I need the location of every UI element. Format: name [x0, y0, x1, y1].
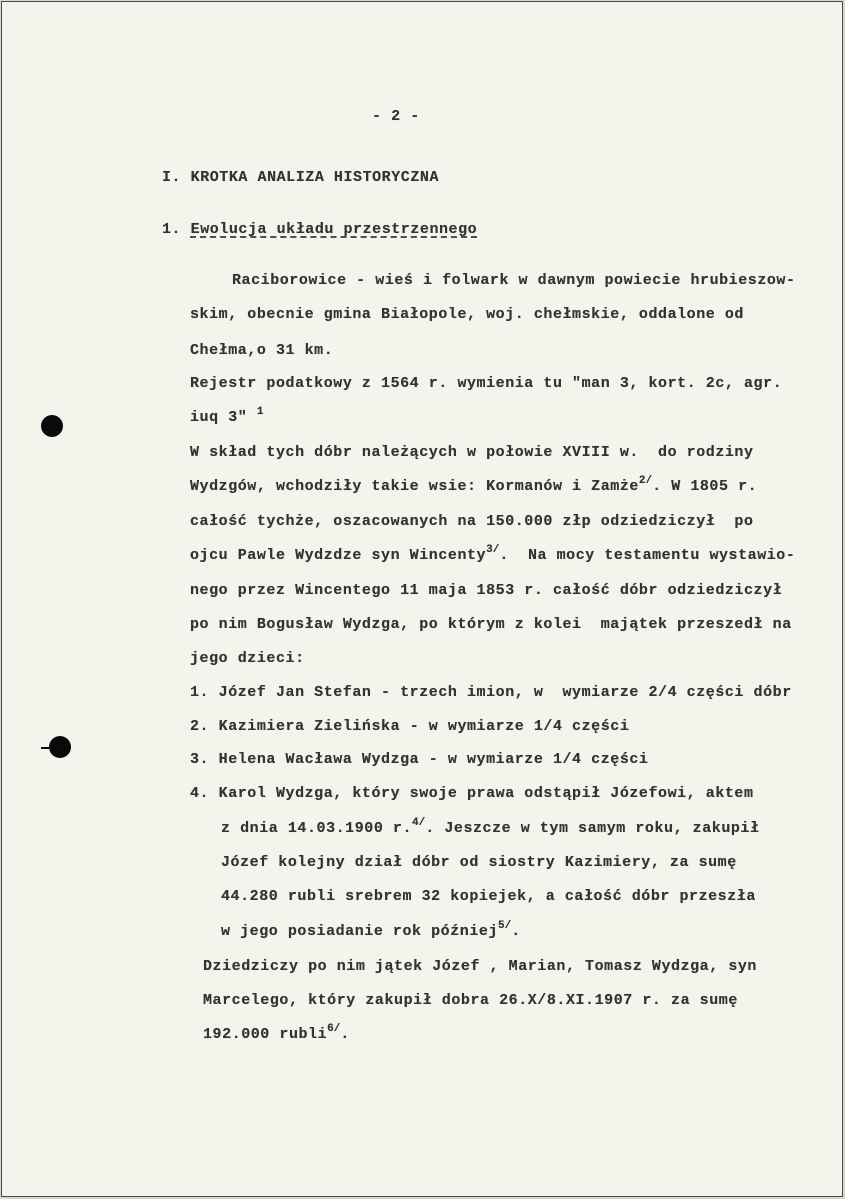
- text-line: [190, 342, 333, 360]
- line-text: skim, obecnie gmina Białopole, woj. chełmskie, oddalone od: [190, 306, 744, 323]
- line-text: całość tychże, oszacowanych na 150.000 złp odziedziczył po: [190, 513, 754, 530]
- line-text: 4. Karol Wydzga, który swoje prawa odstąpił Józefowi, aktem: [190, 785, 754, 802]
- text-line: [190, 582, 782, 600]
- line-text: nego przez Wincentego 11 maja 1853 r. całość dóbr odziedziczył: [190, 582, 783, 599]
- line-text: 3. Helena Wacława Wydzga - w wymiarze 1/4 części: [190, 751, 649, 768]
- line-text: ojcu Pawle Wydzdze syn Wincenty: [190, 547, 487, 564]
- punch-hole-mark: [41, 747, 49, 749]
- line-text: Józef kolejny dział dóbr od siostry Kazimiery, za sumę: [221, 854, 737, 871]
- text-line: [190, 785, 754, 803]
- line-text: W skład tych dóbr należących w połowie XVIII w. do rodziny: [190, 444, 754, 461]
- punch-hole: [49, 736, 71, 758]
- line-text: Wydzgów, wchodziły takie wsie: Kormanów i Zamże: [190, 478, 639, 495]
- text-line: [203, 1023, 350, 1045]
- subsection-heading: [162, 221, 477, 239]
- text-line: [232, 272, 796, 290]
- text-line: [190, 544, 796, 566]
- text-line: [190, 718, 629, 736]
- line-text: Marcelego, który zakupił dobra 26.X/8.XI.1907 r. za sumę: [203, 992, 738, 1009]
- punch-hole: [41, 415, 63, 437]
- text-line: [203, 992, 738, 1010]
- line-text: z dnia 14.03.1900 r.: [221, 820, 413, 837]
- section-heading: I. KROTKA ANALIZA HISTORYCZNA: [162, 169, 439, 186]
- text-line: [190, 513, 754, 531]
- text-line: [203, 958, 757, 976]
- text-line: [190, 375, 782, 393]
- text-line: [221, 854, 737, 872]
- line-text: Raciborowice - wieś i folwark w dawnym powiecie hrubieszow-: [232, 272, 796, 289]
- text-line: [190, 406, 264, 428]
- text-line: [221, 888, 756, 906]
- line-text: 2. Kazimiera Zielińska - w wymiarze 1/4 części: [190, 718, 630, 735]
- line-text: w jego posiadanie rok później: [221, 923, 498, 940]
- line-text: po nim Bogusław Wydzga, po którym z kolei majątek przeszedł na: [190, 616, 792, 633]
- line-text-continued: . W 1805 r.: [652, 478, 758, 495]
- footnote-marker: 3/: [486, 544, 500, 556]
- footnote-marker: 2/: [638, 475, 653, 487]
- text-line: [190, 751, 648, 769]
- line-text: Rejestr podatkowy z 1564 r. wymienia tu "man 3, kort. 2c, agr.: [190, 375, 783, 392]
- line-text: Dziedziczy po nim jątek Józef , Marian, Tomasz Wydzga, syn: [203, 958, 757, 975]
- text-line: [190, 616, 792, 634]
- line-text: iuq 3": [190, 409, 257, 426]
- line-text: 1. Józef Jan Stefan - trzech imion, w wymiarze 2/4 części dóbr: [190, 684, 792, 701]
- page-number: - 2 -: [372, 108, 420, 125]
- subsection-number: 1.: [162, 221, 182, 238]
- line-text: jego dzieci:: [190, 650, 305, 667]
- text-line: [190, 650, 305, 668]
- text-line: [190, 684, 792, 702]
- text-line: [190, 444, 754, 462]
- line-text-continued: .: [511, 923, 521, 940]
- text-line: [190, 475, 758, 497]
- text-line: [190, 306, 744, 324]
- line-text: 192.000 rubli: [203, 1026, 328, 1043]
- footnote-marker: 4/: [412, 817, 426, 829]
- line-text-continued: . Jeszcze w tym samym roku, zakupił: [425, 820, 760, 837]
- footnote-marker: 6/: [327, 1023, 341, 1035]
- subsection-title: Ewolucja układu przestrzennego: [190, 221, 478, 238]
- text-line: [221, 920, 521, 942]
- footnote-marker: 1: [256, 406, 264, 418]
- line-text-continued: . Na mocy testamentu wystawio-: [499, 547, 796, 564]
- document-page: [1, 1, 843, 1197]
- footnote-marker: 5/: [498, 920, 512, 932]
- line-text: 44.280 rubli srebrem 32 kopiejek, a całość dóbr przeszła: [221, 888, 756, 905]
- line-text-continued: .: [340, 1026, 350, 1043]
- text-line: [221, 817, 760, 839]
- line-text: Chełma,o 31 km.: [190, 342, 334, 359]
